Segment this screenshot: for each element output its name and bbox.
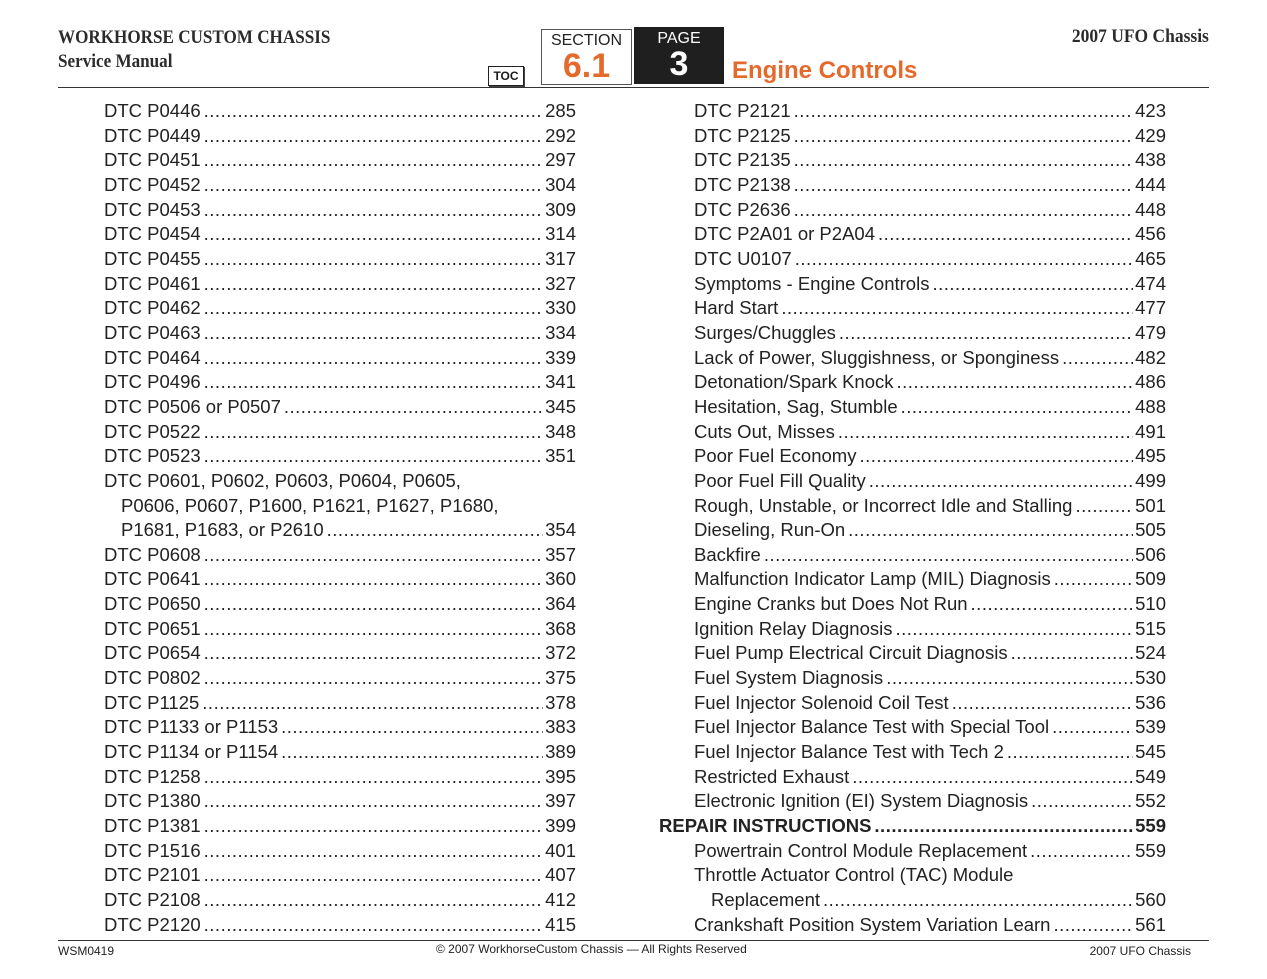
- toc-entry[interactable]: [104, 913, 576, 938]
- toc-entry[interactable]: [659, 222, 1166, 247]
- section-number: 6.1: [562, 47, 611, 85]
- toc-entry-title: DTC P2101: [104, 864, 201, 886]
- toc-entry-page: 456: [1135, 223, 1166, 245]
- dot-leader: [823, 888, 1133, 913]
- dot-leader: [327, 518, 543, 543]
- toc-entry-title: Fuel System Diagnosis: [694, 667, 884, 689]
- toc-entry-title: DTC P0608: [104, 543, 201, 565]
- toc-entry[interactable]: [104, 198, 576, 223]
- page-number: 3: [669, 45, 689, 83]
- toc-entry-title: REPAIR INSTRUCTIONS: [659, 815, 872, 837]
- dot-leader: [895, 617, 1133, 642]
- toc-entry-title: DTC P0522: [104, 420, 201, 442]
- toc-entry-title: DTC P1258: [104, 765, 201, 787]
- dot-leader: [204, 124, 543, 149]
- toc-entry-title: DTC P0451: [104, 149, 201, 171]
- toc-entry-continued-line: Throttle Actuator Control (TAC) Module: [694, 864, 1014, 886]
- dot-leader: [204, 444, 543, 469]
- toc-entry-page: 509: [1135, 568, 1166, 590]
- toc-entry-page: 368: [545, 617, 576, 639]
- toc-entry-page: 407: [545, 864, 576, 886]
- toc-entry-page: 477: [1135, 297, 1166, 319]
- toc-entry-title: Surges/Chuggles: [694, 321, 836, 343]
- toc-entry-continued-line: P0606, P0607, P1600, P1621, P1627, P1680,: [121, 494, 499, 516]
- dot-leader: [204, 913, 543, 938]
- toc-entry-title: Crankshaft Position System Variation Learn: [694, 913, 1051, 935]
- toc-entry-title: DTC P0453: [104, 198, 201, 220]
- toc-entry[interactable]: [659, 346, 1166, 371]
- toc-entry-page: 524: [1135, 642, 1166, 664]
- toc-entry-title: DTC P1134 or P1154: [104, 741, 279, 763]
- dot-leader: [204, 543, 543, 568]
- toc-entry[interactable]: [104, 567, 576, 592]
- toc-entry-page: 479: [1135, 321, 1166, 343]
- toc-entry[interactable]: [104, 814, 576, 839]
- toc-entry[interactable]: [104, 765, 576, 790]
- toc-entry-title: DTC P2138: [694, 173, 791, 195]
- toc-entry[interactable]: [104, 444, 576, 469]
- toc-entry[interactable]: [104, 370, 576, 395]
- toc-left-column: [104, 99, 576, 937]
- dot-leader: [204, 198, 543, 223]
- toc-entry-page: 510: [1135, 593, 1166, 615]
- toc-entry-title: Rough, Unstable, or Incorrect Idle and Stalling: [694, 494, 1073, 516]
- toc-entry-title: Symptoms - Engine Controls: [694, 272, 930, 294]
- toc-entry-title: DTC P0496: [104, 371, 201, 393]
- toc-entry-page: 545: [1135, 741, 1166, 763]
- toc-entry-title: DTC P0802: [104, 667, 201, 689]
- toc-entry[interactable]: [659, 148, 1166, 173]
- dot-leader: [204, 863, 543, 888]
- toc-entry[interactable]: [104, 888, 576, 913]
- toc-entry-title: Poor Fuel Economy: [694, 445, 857, 467]
- toc-entry-title: DTC P0641: [104, 568, 201, 590]
- toc-entry-title: DTC P2A01 or P2A04: [694, 223, 875, 245]
- toc-entry[interactable]: [104, 395, 576, 420]
- toc-entry-title: DTC U0107: [694, 247, 792, 269]
- dot-leader: [204, 272, 543, 297]
- dot-leader: [204, 420, 543, 445]
- toc-entry[interactable]: [659, 370, 1166, 395]
- toc-entry-title: DTC P0455: [104, 247, 201, 269]
- dot-leader: [1054, 567, 1133, 592]
- toc-entry[interactable]: [659, 641, 1166, 666]
- toc-entry-title: Restricted Exhaust: [694, 765, 850, 787]
- dot-leader: [848, 518, 1133, 543]
- toc-entry[interactable]: [104, 839, 576, 864]
- dot-leader: [1030, 839, 1133, 864]
- toc-entry-title: P1681, P1683, or P2610: [121, 519, 324, 541]
- toc-entry-title: DTC P2636: [694, 198, 791, 220]
- toc-entry-page: 351: [545, 445, 576, 467]
- toc-entry-title: Dieseling, Run-On: [694, 519, 846, 541]
- dot-leader: [204, 592, 543, 617]
- dot-leader: [874, 814, 1133, 839]
- dot-leader: [204, 839, 543, 864]
- dot-leader: [1011, 641, 1134, 666]
- toc-entry-page: 499: [1135, 469, 1166, 491]
- toc-entry-title: Engine Cranks but Does Not Run: [694, 593, 968, 615]
- toc-entry[interactable]: [104, 666, 576, 691]
- toc-entry-page: 491: [1135, 420, 1166, 442]
- toc-entry[interactable]: [659, 321, 1166, 346]
- toc-entry-title: DTC P2120: [104, 913, 201, 935]
- toc-entry-title: DTC P0650: [104, 593, 201, 615]
- dot-leader: [204, 346, 543, 371]
- section-title: Engine Controls: [732, 57, 918, 84]
- header-divider: [58, 87, 1209, 88]
- dot-leader: [1075, 494, 1133, 519]
- dot-leader: [878, 222, 1133, 247]
- toc-entry[interactable]: [104, 789, 576, 814]
- toc-entry-page: 334: [545, 321, 576, 343]
- dot-leader: [897, 370, 1134, 395]
- toc-entry[interactable]: [104, 641, 576, 666]
- toc-entry-title: DTC P0446: [104, 100, 201, 121]
- toc-entry-page: 474: [1135, 272, 1166, 294]
- toc-entry[interactable]: [659, 247, 1166, 272]
- dot-leader: [781, 296, 1133, 321]
- toc-entry-title: DTC P0449: [104, 124, 201, 146]
- dot-leader: [794, 198, 1133, 223]
- toc-entry-title: Ignition Relay Diagnosis: [694, 617, 893, 639]
- toc-entry-page: 314: [545, 223, 576, 245]
- dot-leader: [794, 99, 1133, 124]
- toc-entry-page: 372: [545, 642, 576, 664]
- toc-entry-page: 354: [545, 519, 576, 541]
- toc-entry[interactable]: [659, 592, 1166, 617]
- toc-entry[interactable]: [104, 321, 576, 346]
- toc-entry-page: 539: [1135, 716, 1166, 738]
- toc-entry-title: Electronic Ignition (EI) System Diagnosis: [694, 790, 1029, 812]
- toc-entry-page: 429: [1135, 124, 1166, 146]
- dot-leader: [204, 814, 543, 839]
- toc-entry-title: DTC P0454: [104, 223, 201, 245]
- page-box: [634, 27, 724, 84]
- toc-entry-title: DTC P1125: [104, 691, 200, 713]
- toc-entry-title: Fuel Injector Solenoid Coil Test: [694, 691, 949, 713]
- toc-entry-title: Powertrain Control Module Replacement: [694, 839, 1028, 861]
- toc-entry[interactable]: [104, 296, 576, 321]
- dot-leader: [952, 691, 1133, 716]
- dot-leader: [1031, 789, 1133, 814]
- dot-leader: [795, 247, 1133, 272]
- toc-entry-title: Cuts Out, Misses: [694, 420, 835, 442]
- dot-leader: [204, 789, 543, 814]
- toc-entry-page: 482: [1135, 346, 1166, 368]
- dot-leader: [204, 99, 543, 124]
- footer-title: 2007 UFO Chassis: [1089, 944, 1191, 958]
- toc-entry[interactable]: [104, 173, 576, 198]
- header-company-block: [58, 26, 330, 74]
- toc-entry-title: Fuel Injector Balance Test with Special Tool: [694, 716, 1050, 738]
- toc-entry[interactable]: [104, 222, 576, 247]
- toc-entry[interactable]: [659, 617, 1166, 642]
- toc-entry-page: 448: [1135, 198, 1166, 220]
- toc-entry-page: 412: [545, 889, 576, 910]
- toc-entry[interactable]: [659, 395, 1166, 420]
- toc-entry[interactable]: [659, 296, 1166, 321]
- toc-entry-page: 297: [545, 149, 576, 171]
- toc-entry[interactable]: [659, 740, 1166, 765]
- dot-leader: [281, 740, 543, 765]
- dot-leader: [204, 173, 543, 198]
- toc-entry-page: 292: [545, 124, 576, 146]
- footer-doc-id: WSM0419: [58, 944, 115, 958]
- dot-leader: [1062, 346, 1133, 371]
- toc-entry-page: 399: [545, 815, 576, 837]
- toc-entry-title: DTC P2135: [694, 149, 791, 171]
- toc-entry[interactable]: [104, 863, 576, 888]
- toc-button[interactable]: TOC: [488, 66, 524, 86]
- dot-leader: [204, 321, 543, 346]
- toc-entry-page: 559: [1135, 839, 1166, 861]
- toc-entry-title: Hesitation, Sag, Stumble: [694, 395, 898, 417]
- toc-entry-page: 327: [545, 272, 576, 294]
- toc-entry[interactable]: [104, 740, 576, 765]
- toc-entry-title: DTC P0462: [104, 297, 201, 319]
- dot-leader: [204, 641, 543, 666]
- dot-leader: [839, 321, 1133, 346]
- toc-entry-title: DTC P1380: [104, 790, 201, 812]
- toc-entry-title: DTC P0523: [104, 445, 201, 467]
- dot-leader: [204, 567, 543, 592]
- toc-entry-page: 345: [545, 395, 576, 417]
- dot-leader: [284, 395, 543, 420]
- toc-entry-page: 549: [1135, 765, 1166, 787]
- toc-entry-title: DTC P2108: [104, 889, 201, 910]
- toc-entry[interactable]: [659, 173, 1166, 198]
- dot-leader: [202, 691, 543, 716]
- toc-entry-page: 501: [1135, 494, 1166, 516]
- toc-entry[interactable]: [659, 765, 1166, 790]
- dot-leader: [1007, 740, 1133, 765]
- dot-leader: [901, 395, 1134, 420]
- toc-entry-page: 378: [545, 691, 576, 713]
- toc-entry-page: 488: [1135, 395, 1166, 417]
- toc-entry-page: 330: [545, 297, 576, 319]
- toc-entry-page: 505: [1135, 519, 1166, 541]
- toc-entry[interactable]: [659, 518, 1166, 543]
- toc-entry-title: DTC P0461: [104, 272, 201, 294]
- toc-entry[interactable]: [659, 99, 1166, 124]
- toc-entry[interactable]: [659, 666, 1166, 691]
- toc-entry-page: 309: [545, 198, 576, 220]
- toc-entry-title: DTC P2125: [694, 124, 791, 146]
- dot-leader: [838, 420, 1133, 445]
- toc-entry-title: DTC P1133 or P1153: [104, 716, 279, 738]
- toc-entry[interactable]: [104, 99, 576, 124]
- toc-entry-page: 536: [1135, 691, 1166, 713]
- dot-leader: [794, 148, 1133, 173]
- toc-entry-page: 341: [545, 371, 576, 393]
- toc-entry-page: 375: [545, 667, 576, 689]
- toc-entry-page: 401: [545, 839, 576, 861]
- toc-entry-page: 552: [1135, 790, 1166, 812]
- toc-entry[interactable]: [104, 518, 576, 543]
- section-box: [541, 29, 632, 85]
- toc-entry[interactable]: [104, 272, 576, 297]
- page-label: PAGE: [657, 30, 701, 47]
- toc-entry[interactable]: [659, 691, 1166, 716]
- toc-entry-page: 530: [1135, 667, 1166, 689]
- toc-entry-continued-line: DTC P0601, P0602, P0603, P0604, P0605,: [104, 469, 461, 491]
- dot-leader: [204, 666, 543, 691]
- toc-entry[interactable]: [659, 543, 1166, 568]
- section-label: SECTION: [550, 32, 623, 49]
- toc-entry-page: 395: [545, 765, 576, 787]
- dot-leader: [886, 666, 1133, 691]
- dot-leader: [1052, 715, 1133, 740]
- header-right-title: 2007 UFO Chassis: [1072, 26, 1209, 47]
- toc-entry[interactable]: [104, 148, 576, 173]
- toc-entry-title: DTC P2121: [694, 100, 791, 121]
- toc-entry-page: 495: [1135, 445, 1166, 467]
- toc-entry-page: 317: [545, 247, 576, 269]
- dot-leader: [204, 765, 543, 790]
- toc-entry[interactable]: [659, 715, 1166, 740]
- toc-entry[interactable]: [104, 715, 576, 740]
- dot-leader: [794, 124, 1133, 149]
- toc-entry[interactable]: [659, 272, 1166, 297]
- toc-entry-title: Fuel Injector Balance Test with Tech 2: [694, 741, 1004, 763]
- toc-entry-page: 561: [1135, 913, 1166, 935]
- dot-leader: [971, 592, 1134, 617]
- toc-entry-title: DTC P1381: [104, 815, 201, 837]
- dot-leader: [204, 888, 543, 913]
- company-name: WORKHORSE CUSTOM CHASSIS: [58, 27, 331, 48]
- toc-entry-page: 486: [1135, 371, 1166, 393]
- toc-entry-title: Replacement: [711, 889, 821, 910]
- toc-entry-title: Hard Start: [694, 297, 779, 319]
- dot-leader: [932, 272, 1133, 297]
- toc-entry[interactable]: [659, 789, 1166, 814]
- toc-entry-page: 423: [1135, 100, 1166, 121]
- toc-entry[interactable]: [659, 567, 1166, 592]
- toc-entry-page: 397: [545, 790, 576, 812]
- toc-entry[interactable]: [659, 469, 1166, 494]
- toc-entry[interactable]: [104, 592, 576, 617]
- dot-leader: [204, 617, 543, 642]
- toc-entry-page: 560: [1135, 889, 1166, 910]
- toc-entry-title: DTC P0651: [104, 617, 201, 639]
- toc-entry[interactable]: [659, 494, 1166, 519]
- toc-entry-title: DTC P0654: [104, 642, 201, 664]
- toc-entry[interactable]: [659, 124, 1166, 149]
- toc-entry-page: 415: [545, 913, 576, 935]
- toc-entry-title: Detonation/Spark Knock: [694, 371, 894, 393]
- dot-leader: [204, 247, 543, 272]
- toc-entry-title: Fuel Pump Electrical Circuit Diagnosis: [694, 642, 1008, 664]
- dot-leader: [204, 148, 543, 173]
- dot-leader: [1053, 913, 1133, 938]
- toc-entry[interactable]: [104, 543, 576, 568]
- toc-entry-page: 444: [1135, 173, 1166, 195]
- toc-entry-page: 304: [545, 173, 576, 195]
- toc-right-column: [659, 99, 1166, 937]
- toc-entry-page: 389: [545, 741, 576, 763]
- toc-entry-page: 438: [1135, 149, 1166, 171]
- toc-entry-title: Lack of Power, Sluggishness, or Sponginess: [694, 346, 1060, 368]
- toc-entry[interactable]: [659, 198, 1166, 223]
- toc-entry[interactable]: [659, 913, 1166, 938]
- dot-leader: [794, 173, 1133, 198]
- toc-entry-page: 506: [1135, 543, 1166, 565]
- toc-entry[interactable]: [104, 247, 576, 272]
- toc-entry-page: 348: [545, 420, 576, 442]
- toc-entry[interactable]: [659, 888, 1166, 913]
- dot-leader: [204, 370, 543, 395]
- dot-leader: [764, 543, 1133, 568]
- toc-entry-title: DTC P0506 or P0507: [104, 395, 281, 417]
- toc-entry[interactable]: [104, 420, 576, 445]
- footer-divider: [58, 940, 1209, 941]
- dot-leader: [204, 222, 543, 247]
- dot-leader: [852, 765, 1133, 790]
- toc-entry[interactable]: [104, 124, 576, 149]
- toc-entry[interactable]: [659, 444, 1166, 469]
- toc-entry-title: DTC P0464: [104, 346, 201, 368]
- toc-entry-page: 559: [1135, 815, 1166, 837]
- footer-copyright: © 2007 WorkhorseCustom Chassis — All Rights Reserved: [436, 942, 747, 956]
- toc-entry-page: 339: [545, 346, 576, 368]
- toc-entry-title: DTC P0463: [104, 321, 201, 343]
- toc-entry-page: 465: [1135, 247, 1166, 269]
- dot-leader: [859, 444, 1133, 469]
- toc-entry-page: 364: [545, 593, 576, 615]
- manual-name: Service Manual: [58, 51, 173, 72]
- toc-entry-page: 515: [1135, 617, 1166, 639]
- toc-entry-page: 285: [545, 100, 576, 121]
- toc-entry-page: 357: [545, 543, 576, 565]
- toc-entry-title: Malfunction Indicator Lamp (MIL) Diagnosis: [694, 568, 1051, 590]
- toc-entry[interactable]: [104, 691, 576, 716]
- dot-leader: [204, 296, 543, 321]
- toc-entry[interactable]: [659, 420, 1166, 445]
- toc-entry-page: 383: [545, 716, 576, 738]
- toc-entry[interactable]: [659, 839, 1166, 864]
- dot-leader: [281, 715, 543, 740]
- toc-entry-page: 360: [545, 568, 576, 590]
- toc-entry[interactable]: [104, 617, 576, 642]
- toc-entry-title: Poor Fuel Fill Quality: [694, 469, 866, 491]
- toc-entry[interactable]: [104, 346, 576, 371]
- dot-leader: [869, 469, 1133, 494]
- toc-entry-title: DTC P0452: [104, 173, 201, 195]
- toc-entry-title: Backfire: [694, 543, 761, 565]
- toc-entry-title: DTC P1516: [104, 839, 201, 861]
- toc-section-heading[interactable]: [659, 814, 1166, 839]
